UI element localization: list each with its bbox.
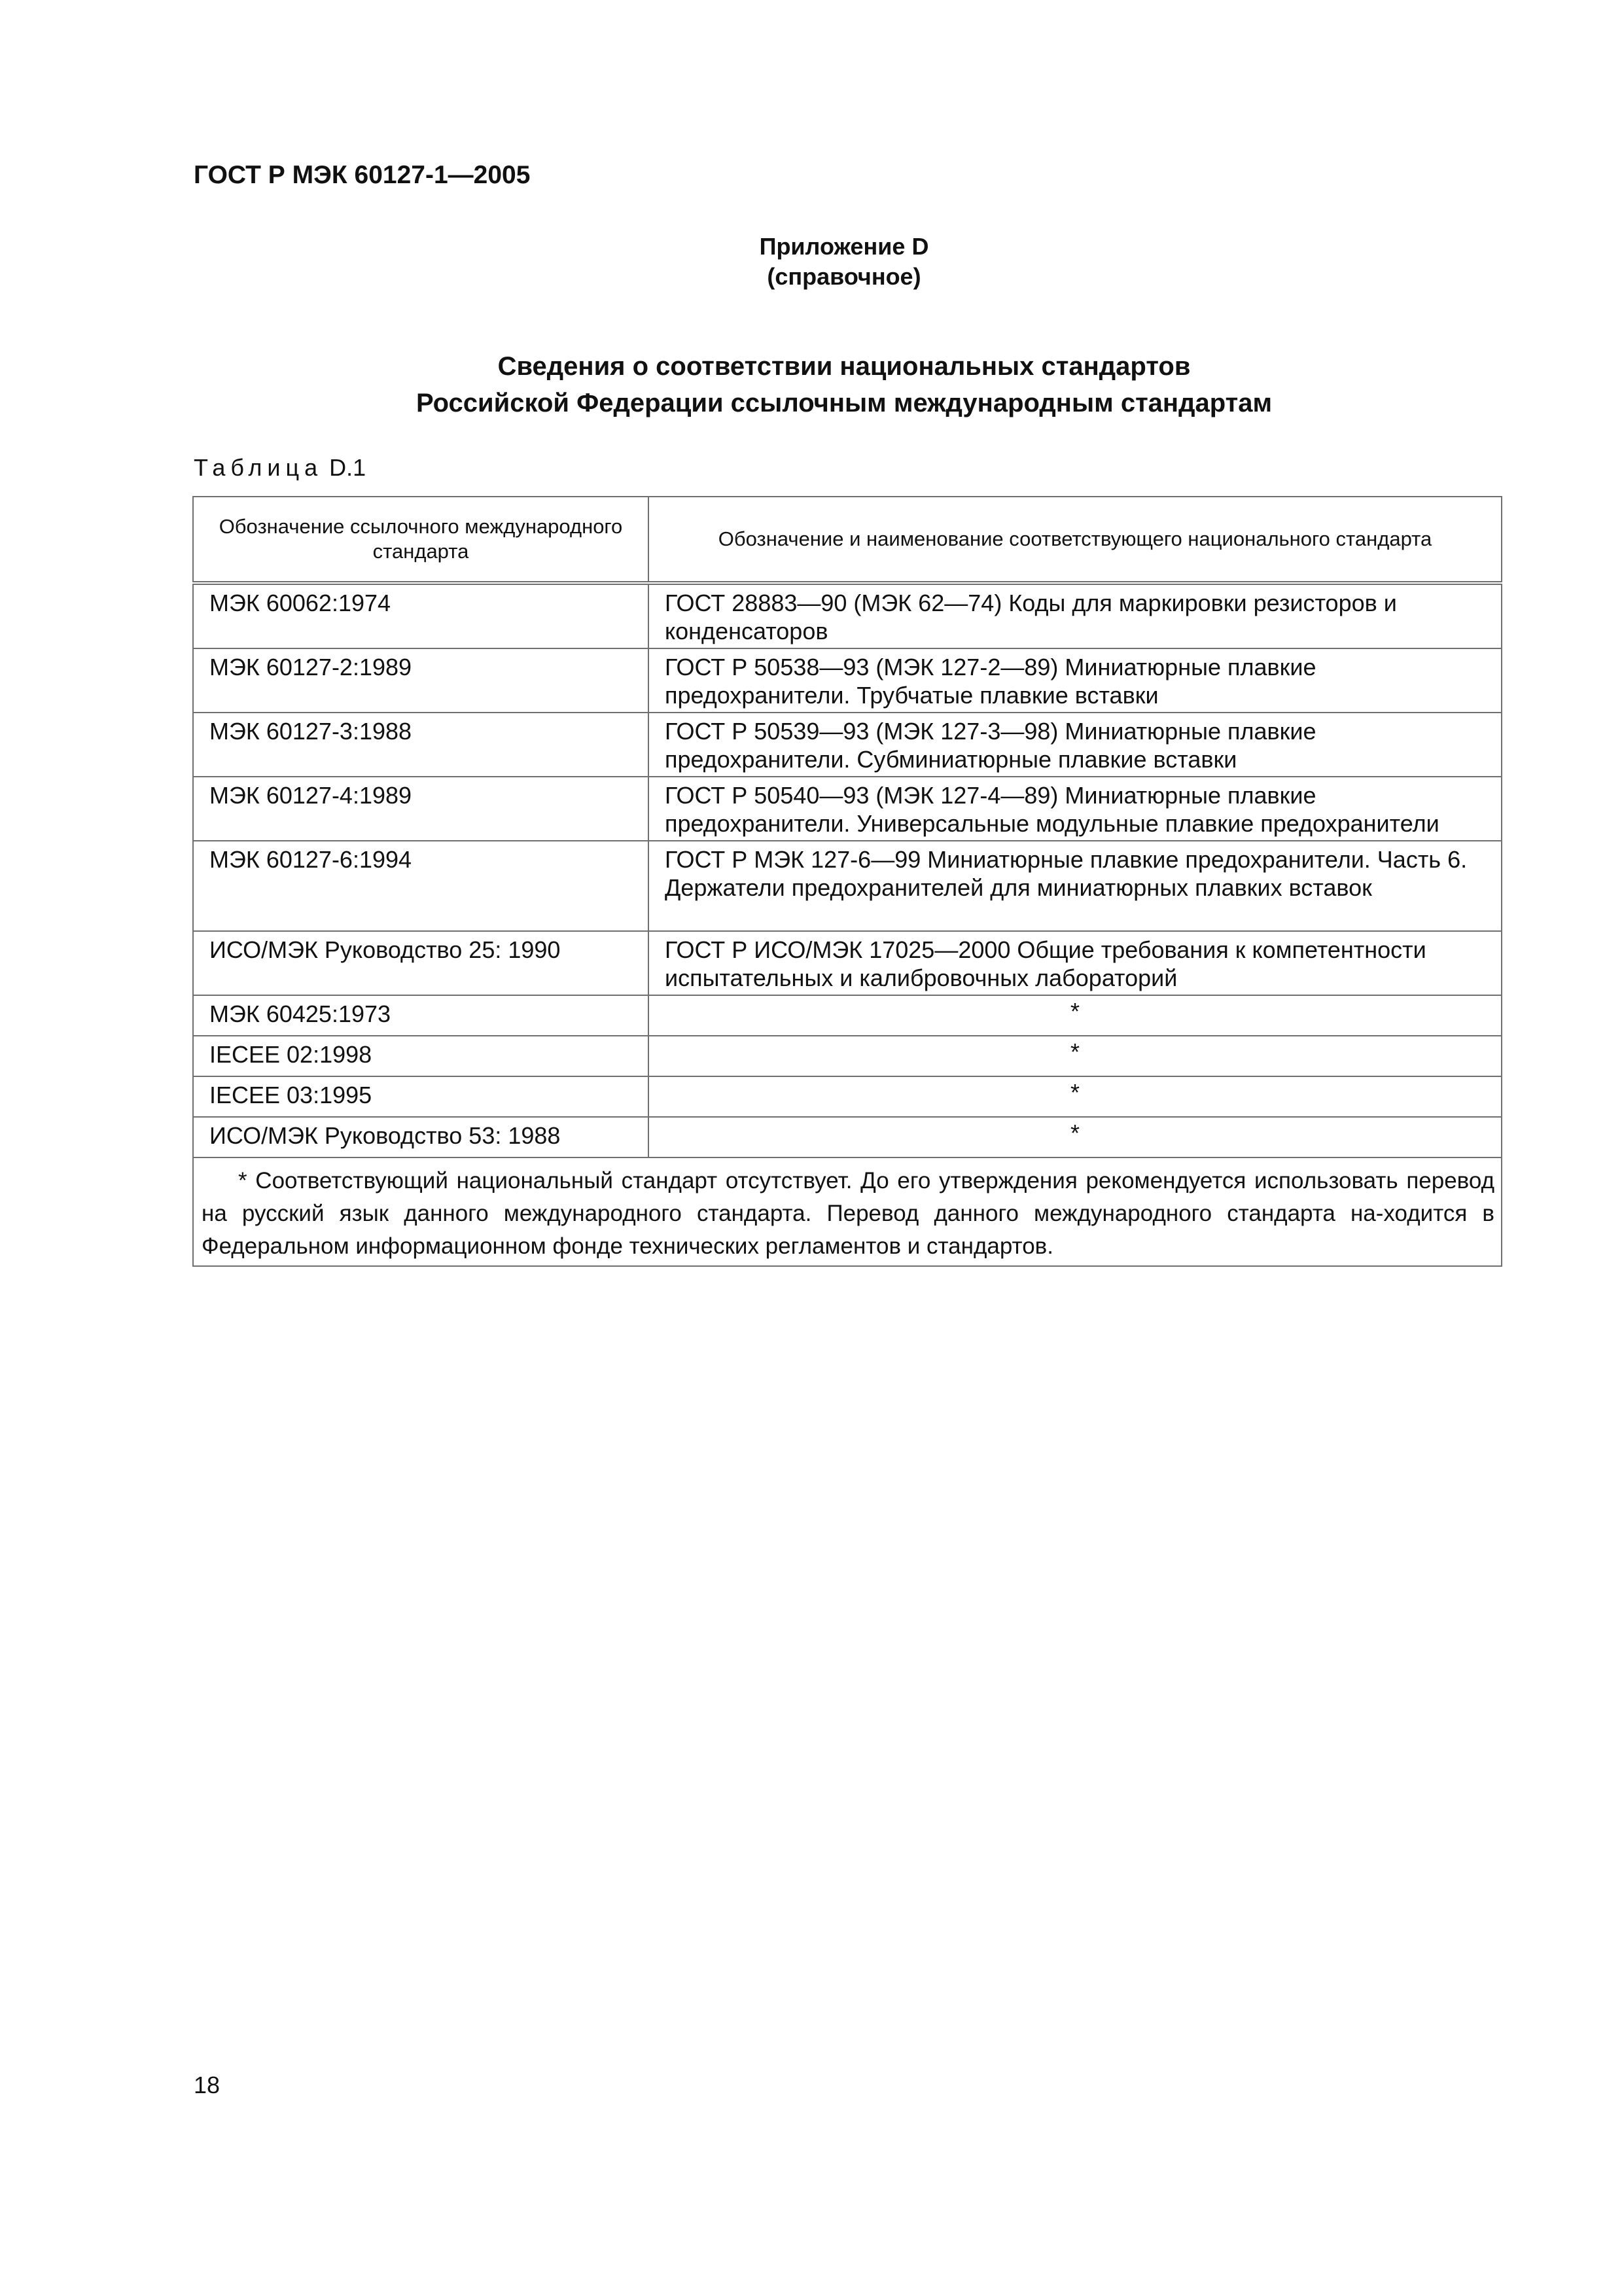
intl-standard-cell: МЭК 60127-4:1989	[193, 777, 648, 841]
correspondence-table	[192, 496, 1502, 1267]
national-standard-cell: *	[648, 995, 1502, 1036]
national-standard-cell: ГОСТ Р МЭК 127-6—99 Миниатюрные плавкие предохранители. Часть 6. Держатели предохранителей для миниатюрных плавких вставок	[648, 841, 1502, 931]
table-row	[193, 713, 1502, 777]
table-row	[193, 931, 1502, 995]
table-footnote: * Соответствующий национальный стандарт отсутствует. До его утверждения рекомендуется использовать перевод на русский язык данного международного стандарта. Перевод данного международного стандарта на-ходится в Федеральном информационном фонде технических регламентов и стандартов.	[193, 1157, 1502, 1266]
intl-standard-cell: МЭК 60127-6:1994	[193, 841, 648, 931]
intl-standard-cell: ИСО/МЭК Руководство 25: 1990	[193, 931, 648, 995]
national-standard-cell: ГОСТ Р 50538—93 (МЭК 127-2—89) Миниатюрные плавкие предохранители. Трубчатые плавкие вставки	[648, 648, 1502, 713]
table-label-word: Таблица	[194, 454, 323, 481]
national-standard-cell: ГОСТ Р 50539—93 (МЭК 127-3—98) Миниатюрные плавкие предохранители. Субминиатюрные плавкие вставки	[648, 713, 1502, 777]
intl-standard-cell: ИСО/МЭК Руководство 53: 1988	[193, 1117, 648, 1157]
intl-standard-cell: МЭК 60425:1973	[193, 995, 648, 1036]
page-number: 18	[194, 2072, 221, 2098]
table-row	[193, 1076, 1502, 1117]
document-title	[0, 348, 1624, 421]
intl-standard-cell: МЭК 60127-3:1988	[193, 713, 648, 777]
table-label-number: D.1	[329, 454, 366, 481]
intl-standard-cell: МЭК 60127-2:1989	[193, 648, 648, 713]
header-intl-standard: Обозначение ссылочного международного стандарта	[193, 497, 648, 583]
annex-label: Приложение D	[759, 233, 929, 260]
intl-standard-cell: IECEE 03:1995	[193, 1076, 648, 1117]
table-label	[194, 454, 366, 482]
national-standard-cell: *	[648, 1117, 1502, 1157]
intl-standard-cell: МЭК 60062:1974	[193, 583, 648, 648]
annex-type: (справочное)	[767, 263, 921, 290]
intl-standard-cell: IECEE 02:1998	[193, 1036, 648, 1076]
table-row	[193, 1117, 1502, 1157]
title-line-2: Российской Федерации ссылочным международным стандартам	[415, 389, 1273, 417]
national-standard-cell: ГОСТ 28883—90 (МЭК 62—74) Коды для маркировки резисторов и конденсаторов	[648, 583, 1502, 648]
table-row	[193, 648, 1502, 713]
title-line-1: Сведения о соответствии национальных стандартов	[497, 352, 1191, 381]
document-code: ГОСТ Р МЭК 60127-1—2005	[194, 161, 531, 189]
header-national-standard: Обозначение и наименование соответствующего национального стандарта	[648, 497, 1502, 583]
national-standard-cell: *	[648, 1076, 1502, 1117]
table-header-row	[193, 497, 1502, 583]
national-standard-cell: ГОСТ Р 50540—93 (МЭК 127-4—89) Миниатюрные плавкие предохранители. Универсальные модульные плавкие предохранители	[648, 777, 1502, 841]
national-standard-cell: *	[648, 1036, 1502, 1076]
table-row	[193, 583, 1502, 648]
national-standard-cell: ГОСТ Р ИСО/МЭК 17025—2000 Общие требования к компетентности испытательных и калибровочных лабораторий	[648, 931, 1502, 995]
table-row	[193, 995, 1502, 1036]
table-row	[193, 1036, 1502, 1076]
table-row	[193, 777, 1502, 841]
table-footnote-row	[193, 1157, 1502, 1266]
table-row	[193, 841, 1502, 931]
